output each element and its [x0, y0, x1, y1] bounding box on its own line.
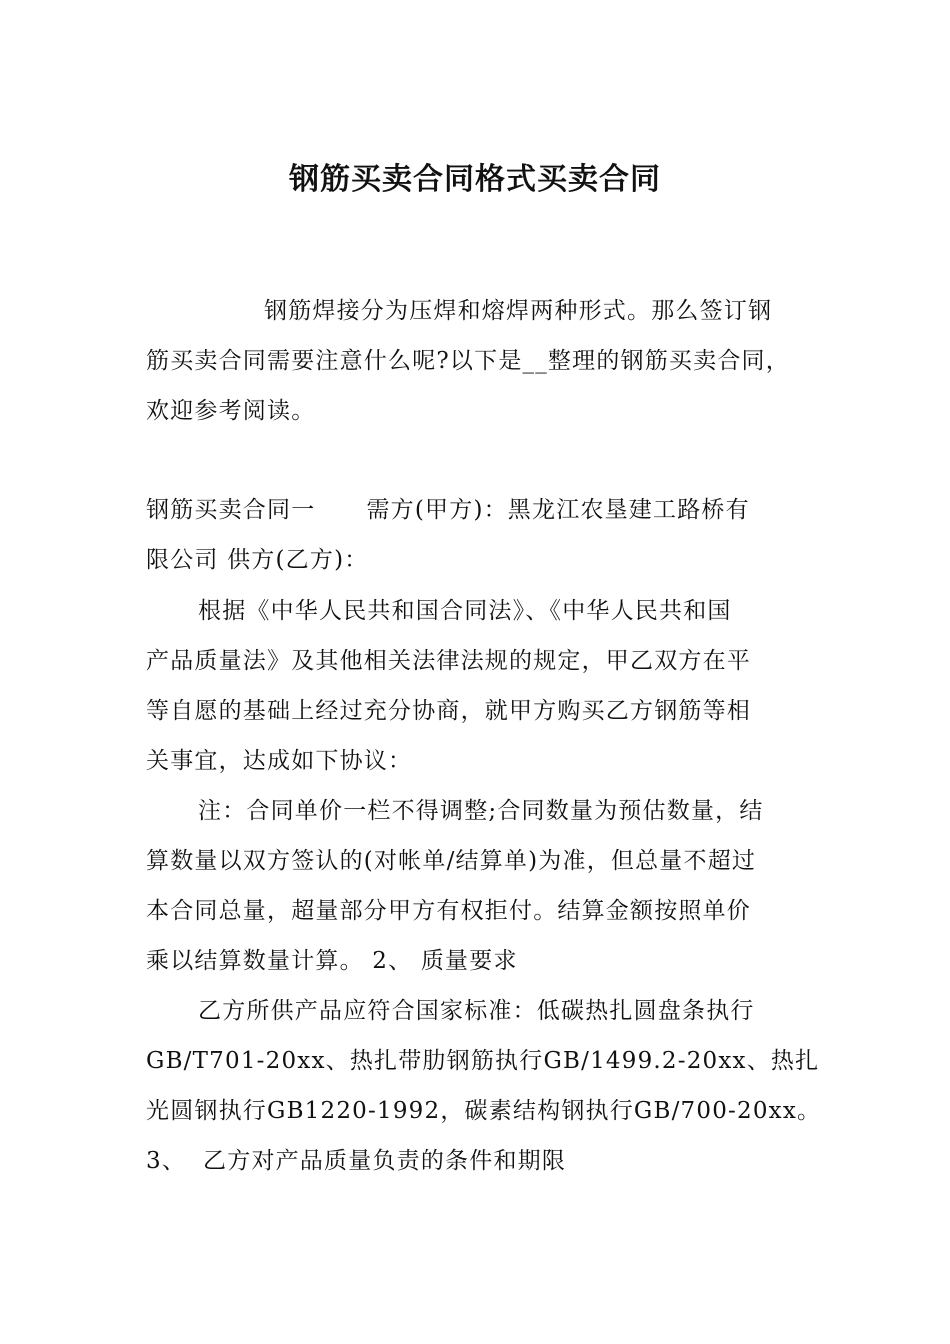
- note-line-1: 注：合同单价一栏不得调整;合同数量为预估数量，结: [198, 798, 764, 824]
- section-3-heading: 3、 乙方对产品质量负责的条件和期限: [146, 1148, 567, 1174]
- contract-header-line-1: 钢筋买卖合同一 需方(甲方)：黑龙江农垦建工路桥有: [146, 497, 750, 523]
- note-line-2: 算数量以双方签认的(对帐单/结算单)为准，但总量不超过: [146, 848, 757, 874]
- intro-line-1: 钢筋焊接分为压焊和熔焊两种形式。那么签订钢: [264, 298, 773, 324]
- document-title: 钢筋买卖合同格式买卖合同: [289, 162, 661, 197]
- contract-header-line-2: 限公司 供方(乙方)：: [146, 547, 369, 573]
- intro-line-2: 筋买卖合同需要注意什么呢?以下是__整理的钢筋买卖合同，: [146, 348, 790, 374]
- note-line-4: 乘以结算数量计算。 2、 质量要求: [146, 948, 518, 974]
- quality-line-2: GB/T701-20xx、热扎带肋钢筋执行GB/1499.2-20xx、热扎: [146, 1048, 820, 1074]
- intro-line-3: 欢迎参考阅读。: [146, 398, 316, 424]
- preamble-line-1: 根据《中华人民共和国合同法》、《中华人民共和国: [198, 598, 732, 624]
- preamble-line-2: 产品质量法》及其他相关法律法规的规定，甲乙双方在平: [146, 648, 751, 674]
- note-line-3: 本合同总量，超量部分甲方有权拒付。结算金额按照单价: [146, 898, 751, 924]
- quality-line-1: 乙方所供产品应符合国家标准：低碳热扎圆盘条执行: [198, 998, 755, 1024]
- quality-line-3: 光圆钢执行GB1220-1992，碳素结构钢执行GB/700-20xx。: [146, 1098, 822, 1124]
- preamble-line-3: 等自愿的基础上经过充分协商，就甲方购买乙方钢筋等相: [146, 698, 751, 724]
- preamble-line-4: 关事宜，达成如下协议：: [146, 748, 413, 774]
